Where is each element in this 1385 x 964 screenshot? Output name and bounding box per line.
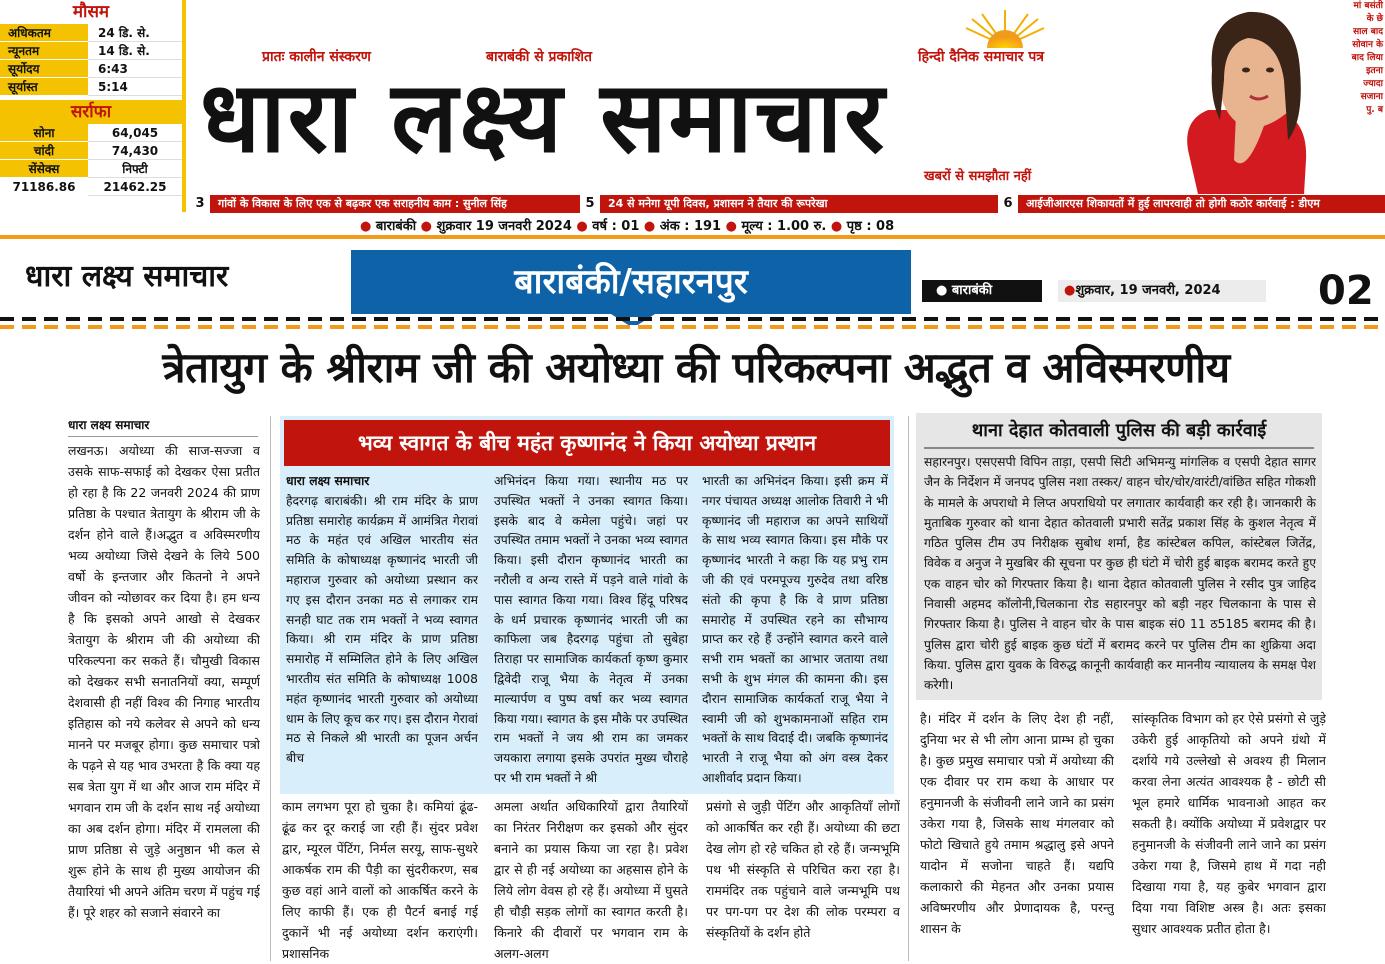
weather-row — [0, 24, 182, 42]
divider — [0, 235, 1385, 239]
weather-value: 24 डि. से. — [88, 24, 182, 42]
ad-line: पु. ब — [1366, 105, 1383, 115]
market-label: सेंसेक्स — [0, 160, 88, 178]
ticker-headline[interactable]: गांवों के विकास के लिए एक से बढ़कर एक सराहनीय काम : सुनील सिंह — [210, 195, 580, 213]
market-value: निफ्टी — [88, 160, 182, 178]
main-headline[interactable]: त्रेतायुग के श्रीराम जी की अयोध्या की परिकल्पना अद्भुत व अविस्मरणीय — [162, 343, 1230, 392]
weather-label: न्यूनतम — [0, 42, 88, 60]
weather-label: अधिकतम — [0, 24, 88, 42]
dateline-city: बाराबंकी — [375, 219, 417, 234]
news-ticker — [190, 195, 1385, 213]
weather-row — [0, 42, 182, 60]
section-banner: बाराबंकी/सहारनपुर — [351, 250, 911, 314]
weather-value: 5:14 — [88, 78, 182, 96]
market-value: 74,430 — [88, 142, 182, 160]
weather-label: सूर्योदय — [0, 60, 88, 78]
date-text: शुक्रवार, 19 जनवरी, 2024 — [1075, 283, 1221, 298]
ad-line: साल बाद — [1353, 27, 1383, 37]
divider — [68, 436, 258, 437]
article-column: लखनऊ। अयोध्या की साज-सज्जा व उसके साफ-सफाई को देखकर ऐसा प्रतीत हो रहा है कि 22 जनवरी 2024 की प्राण प्रतिष्ठा के पश्चात त्रेतायुग के श्रीराम जी के दर्शन होने वाले हैं।अद्भुत व अविस्मरणीय भव्य अयोध्या जिसे देखने के लिये 500 वर्षो के इन्तजार और कितनो ने अपने जीवन को न्योछावर कर दिया है। हम धन्य है कि इसको अपने आखो से देखकर त्रेतायुग के श्रीराम जी की अयोध्या की परिकल्पना कर सकते हैं। चौमुखी विकास को देखकर सभी सनातनियों क्या, सम्पूर्ण देशवासी ही नहीं विश्व की निगाह भारतीय इतिहास को नये कलेवर से अपने को धन्य मानने पर मजबूर होगा। कुछ समाचार पत्रो के पढ़ने से यह भाव उभरता है कि क्या यह सब त्रेता युग में था और आज राम मंदिर में भगवान राम जी के दर्शन साथ नई अयोध्या का अब दर्शन होगा। मंदिर में रामलला की प्राण प्रतिष्ठा से जुड़े अनुष्ठान भी कल से शुरू होने के साथ ही मुख्य आयोजन की तैयारियां भी अपने अंतिम चरण में पहुंच गई हैं। पूरे शहर को सजाने संवारने का — [68, 443, 260, 920]
ticker-headline[interactable]: 24 से मनेगा यूपी दिवस, प्रशासन ने तैयार की रूपरेखा — [600, 195, 998, 213]
feature-column: भारती का अभिनंदन किया। इसी क्रम में नगर पंचायत अध्यक्ष आलोक तिवारी ने भी कृष्णानंद जी महाराज का अपने साथियों के साथ भव्य स्वागत किया। इस मौके पर कृष्णानंद भारती ने कहा कि यह प्रभु राम जी की एवं परमपूज्य गुरुदेव तथा वरिष्ठ संतो की कृपा है कि वे प्राण प्रतिष्ठा समारोह में उपस्थित रहने का सौभाग्य प्राप्त कर रहे हैं उन्होंने स्वागत करने वाले सभी राम भक्तों का आभार जताया तथा सभी के शुभ मंगल की कामना की। इस दौरान सामाजिक कार्यकर्ता राजू भैया ने स्वामी जी को शुभकामनाओं सहित राम भक्तों के साथ विदाई दी। जबकि कृष्णानंद भारती ने राजू भैया को अंग वस्त्र देकर आशीर्वाद प्रदान किया। — [702, 474, 888, 785]
dateline-pages: पृष्ठ : 08 — [846, 219, 895, 234]
weather-market-box — [0, 0, 182, 212]
market-title: सर्राफा — [0, 100, 182, 124]
market-row — [0, 124, 182, 142]
dateline-price: मूल्य : 1.00 रु. — [741, 219, 827, 234]
ticker-page-number: 3 — [190, 195, 210, 213]
market-label: 71186.86 — [0, 178, 88, 196]
sun-logo-icon — [962, 8, 1048, 48]
ticker-headline[interactable]: आईजीआरएस शिकायतों में हुई लापरवाही तो होगी कठोर कार्रवाई : डीएम — [1018, 195, 1385, 213]
page-number: 02 — [1318, 268, 1374, 314]
feature-text: हैदरगढ़ बाराबंकी। श्री राम मंदिर के प्राण प्रतिष्ठा समारोह कार्यक्रम में आमंत्रित गेरावां मठ के महंत एवं अखिल भारतीय संत समिति के कोषाध्यक्ष कृष्णानंद भारती जी महाराज गुरुवार को अयोध्या प्रस्थान कर गए इस दौरान उनका मठ से लगाकर राम सनही घाट तक राम भक्तों ने भव्य स्वागत किया। श्री राम मंदिर के प्राण प्रतिष्ठा समारोह में सम्मिलित होने के लिए अखिल भारतीय संत समिति के कोषाध्यक्ष 1008 महंत कृष्णानंद भारती गुरुवार को अयोध्या धाम के लिए कूच कर गए। इस दौरान गेरावां मठ से निकले श्री भारती का पूजन अर्चन बीच — [286, 493, 478, 766]
location-text: बाराबंकी — [951, 283, 993, 298]
section-paper-name: धारा लक्ष्य समाचार — [25, 259, 229, 294]
edition-label: प्रातः कालीन संस्करण — [262, 49, 371, 65]
market-row — [0, 142, 182, 160]
column-divider — [908, 416, 909, 961]
weather-divider — [182, 0, 186, 212]
ad-line: ज्यादा — [1363, 79, 1383, 89]
dateline-issue: अंक : 191 — [659, 219, 722, 234]
column-divider — [270, 416, 271, 961]
market-row — [0, 160, 182, 178]
weather-value: 14 डि. से. — [88, 42, 182, 60]
side-advertisement — [1338, 0, 1385, 140]
section-location: ● बाराबंकी — [922, 280, 1042, 302]
dateline-date: शुक्रवार 19 जनवरी 2024 — [436, 219, 572, 234]
divider — [0, 317, 1385, 321]
market-value: 64,045 — [88, 124, 182, 142]
weather-title: मौसम — [0, 0, 182, 24]
divider — [924, 447, 1314, 449]
paper-type-label: हिन्दी दैनिक समाचार पत्र — [918, 49, 1045, 65]
article-column: सांस्कृतिक विभाग को हर ऐसे प्रसंगो से जुड़े उकेरी हुई आकृतियो को अपने ग्रंथो में दर्शाये गये उल्लेखो से अवश्य ही मिलान करवा लेना अत्यंत आवश्यक है - छोटी सी भूल हमारे धार्मिक भावनाओ आहत कर सकती है। क्योंकि अयोध्या में प्रवेशद्वार पर हनुमानजी के संजीवनी लाने जाने का प्रसंग उकेरा गया है, जिसमे हाथ में गदा नही दिखाया गया है, यह कुबेर भगवान द्वारा दिया गया विशिष्ट अस्त्र है। अतः इसका सुधार आवश्यक प्रतीत होता है। — [1132, 711, 1326, 936]
ad-line: सोवान के — [1352, 40, 1383, 50]
dateline-year: वर्ष : 01 — [592, 219, 640, 234]
ad-line: मां बसंती — [1353, 1, 1383, 11]
feature-column — [286, 472, 478, 790]
feature-headline[interactable]: भव्य स्वागत के बीच महंत कृष्णानंद ने किया अयोध्या प्रस्थान — [284, 420, 890, 466]
tagline: खबरों से समझौता नहीं — [924, 169, 1032, 184]
police-headline[interactable]: थाना देहात कोतवाली पुलिस की बड़ी कार्रवाई — [971, 420, 1267, 441]
weather-value: 6:43 — [88, 60, 182, 78]
weather-row — [0, 60, 182, 78]
advertisement-model-photo — [1128, 0, 1338, 194]
market-label: सोना — [0, 124, 88, 142]
weather-row — [0, 78, 182, 96]
ad-line: के छे — [1366, 14, 1383, 24]
ad-line: सजाना — [1360, 92, 1383, 102]
weather-label: सूर्यास्त — [0, 78, 88, 96]
police-article-text: सहारनपुर। एसएसपी विपिन ताड़ा, एसपी सिटी अभिमन्यु मांगलिक व एसपी देहात सागर जैन के निर्देशन में जनपद पुलिस नशा तस्कर/ वाहन चोर/चोर/वारंटी/वांछित सहित गोकशी के मामले के अपराधो मे लिप्त अपराधियो पर लगातार कार्यवाही कर रही है। जानकारी के मुताबिक गुरुवार को थाना देहात कोतवाली प्रभारी सतेंद्र प्रकाश सिंह के कुशल नेतृत्व में गठित पुलिस टीम उप निरीक्षक सुबोध शर्मा, हैड कांस्टेबल कपिल, कांस्टेबल जितेंद्र, विवेक व अनुज ने मुखबिर की सूचना पर कुछ ही घंटो में चोरी हुई बाइक बरामद करते हुए एक वाहन चोर को गिरफ्तार किया है। थाना देहात कोतवाली पुलिस ने रसीद पुत्र जाहिद निवासी अहमद कॉलोनी,चिलकाना रोड सहारनपुर को बड़ी नहर चिलकाना के पास से गिरफ्तार किया है। पुलिस ने वाहन चोर के पास बाइक सं0 11 ठ5185 बरामद की है। पुलिस द्वारा चोरी हुई बाइक कुछ घंटों में बरामद करने पर पुलिस टीम का शुक्रिया अदा किया. पुलिस द्वारा युवक के विरुद्ध कानूनी कार्यवाही कर माननीय न्यायालय के समक्ष पेश करेगी। — [924, 455, 1316, 693]
published-from-label: बाराबंकी से प्रकाशित — [486, 49, 593, 65]
feature-byline: धारा लक्ष्य समाचार — [286, 474, 370, 488]
dateline: ● बाराबंकी ● शुक्रवार 19 जनवरी 2024 ● वर्ष : 01 ● अंक : 191 ● मूल्य : 1.00 रु. ● पृष्ठ : 08 — [360, 219, 895, 234]
article-column: प्रसंगो से जुड़ी पेंटिंग और आकृतियाँ लोगों को आकर्षित कर रही हैं। अयोध्या की छटा देख लोग हो रहे चकित हो रहे हैं। जन्मभूमि पथ भी संस्कृति से परिचित करा रहा है। राममंदिर तक पहुंचाने वाले जन्मभूमि पथ पर पग-पग पर देश की लोक परम्परा व संस्कृतियों के दर्शन होते — [706, 799, 900, 940]
ticker-page-number: 5 — [580, 195, 600, 213]
masthead-title: धारा लक्ष्य समाचार — [200, 61, 887, 175]
market-value: 21462.25 — [88, 178, 182, 196]
section-date: ●शुक्रवार, 19 जनवरी, 2024 — [1058, 280, 1266, 302]
article-column: अमला अर्थात अधिकारियों द्वारा तैयारियों का निरंतर निरीक्षण कर इसको और सुंदर बनाने का प्रयास किया जा रहा है। प्रवेश द्वार से ही नई अयोध्या का अहसास होने के लिये लोग वेवस हो रहे हैं। अयोध्या में घुसते ही चौड़ी सड़क लोगों का स्वागत करती है। किनारे की दीवारों पर भगवान राम के अलग-अलग — [494, 799, 688, 961]
article-column: काम लगभग पूरा हो चुका है। कमियां ढूंढ-ढूंढ कर दूर कराई जा रही हैं। सुंदर प्रवेश द्वार, म्यूरल पेंटिंग, निर्मल सरयू, साफ-सुथरे आकर्षक राम की पैड़ी का सुंदरीकरण, सब कुछ वहां आने वालों को आकर्षित करने के लिए काफी हैं। एक ही पैटर्न बनाई गई दुकानें भी नई अयोध्या दर्शन कराएंगी। प्रशासनिक — [282, 799, 478, 961]
divider — [0, 325, 1385, 329]
ticker-page-number: 6 — [998, 195, 1018, 213]
ad-line: इतना — [1366, 66, 1383, 76]
market-label: चांदी — [0, 142, 88, 160]
market-row — [0, 178, 182, 196]
article-byline: धारा लक्ष्य समाचार — [68, 418, 150, 432]
article-column: है। मंदिर में दर्शन के लिए देश ही नहीं, दुनिया भर से भी लोग आना प्राम्भ हो चुका है। कुछ प्रमुख समाचार पत्रो में अयोध्या की एक दीवार पर राम कथा के आधार पर हनुमानजी के संजीवनी लाने जाने का प्रसंग उकेरा गया है, जिसके साथ मंगलवार को फोटो खिचाते हुये तमाम श्रद्धालु इसे अपने यादोन में सजोना चाहते हैं। यद्यपि कलाकारो की मेहनत और उनका प्रयास अविष्मरणीय और प्रेणादायक है, परन्तु शासन के — [920, 711, 1114, 936]
feature-column: अभिनंदन किया गया। स्थानीय मठ पर उपस्थित भक्तों ने उनका स्वागत किया। इसके बाद वे कमेला पहुंचे। जहां पर उपस्थित तमाम भक्तों ने उनका भव्य स्वागत किया। इसी दौरान कृष्णानंद भारती का नरौली व अन्य रास्ते में पड़ने वाले गांवो के पास स्वागत किया गया। विश्व हिंदू परिषद के धर्म प्रचारक कृष्णानंद भारती जी का काफिला जब हैदरगढ़ पहुंचा तो सुबेहा तिराहा पर सामाजिक कार्यकर्ता कृष्ण कुमार द्विवेदी राजू भैया के नेतृत्व में उनका माल्यार्पण व पुष्प वर्षा कर भव्य स्वागत किया गया। स्वागत के इस मौके पर उपस्थित राम भक्तों ने जय श्री राम का जमकर जयकारा लगाया इसके उपरांत मुख्य चौराहे पर भी राम भक्तों ने श्री — [494, 474, 688, 785]
ad-line: बाद लिया — [1351, 53, 1383, 63]
